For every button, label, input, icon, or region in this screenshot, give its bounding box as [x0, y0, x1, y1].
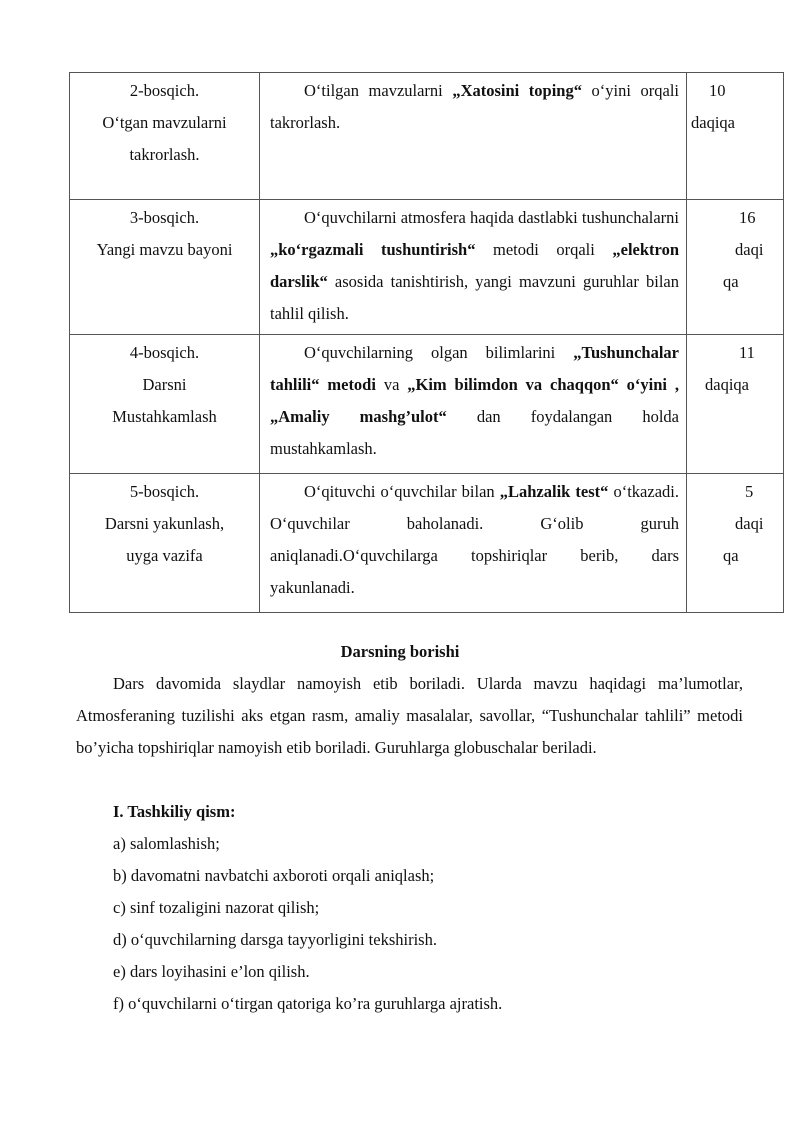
- time-cell: [687, 335, 784, 474]
- list-item: f) o‘quvchilarni o‘tirgan qatoriga ko’ra guruhlarga ajratish.: [113, 994, 503, 1013]
- intro-paragraph: Dars davomida slaydlar namoyish etib boriladi. Ularda mavzu haqidagi ma’lumotlar, Atmosferaning tuzilishi aks etgan rasm, amaliy masalalar, savollar, “Tushunchalar tahlili” metodi bo’yicha topshiriqlar namoyish etib boriladi. Guruhlarga globuschalar beriladi.: [76, 674, 743, 757]
- time-value: 5: [745, 482, 754, 501]
- text-run: O‘quvchilarni atmosfera haqida dastlabki tushunchalarni: [304, 208, 679, 227]
- text-run: O‘tilgan mavzularni: [304, 81, 453, 100]
- time-value: 10: [709, 81, 726, 100]
- table-row: [70, 200, 784, 335]
- time-cell: [687, 474, 784, 613]
- list-item: e) dars loyihasini e’lon qilish.: [113, 962, 310, 981]
- lesson-plan-table: [69, 72, 784, 613]
- text-run: o‘tkazadi. O‘quvchilar baholanadi. G‘olib guruh aniqlanadi.O‘quvchilarga topshiriqlar berib, dars yakunlanadi.: [270, 482, 679, 597]
- time-value: 11: [739, 343, 755, 362]
- stage-desc: uyga vazifa: [126, 546, 203, 565]
- stage-desc: Mustahkamlash: [112, 407, 217, 426]
- time-unit: qa: [723, 546, 739, 565]
- stage-label: 4-bosqich.: [129, 343, 200, 362]
- time-cell: [687, 200, 784, 335]
- text-run: metodi orqali: [475, 240, 613, 259]
- text-run: O‘qituvchi o‘quvchilar bilan: [304, 482, 500, 501]
- list-item: d) o‘quvchilarning darsga tayyorligini tekshirish.: [113, 930, 437, 949]
- bold-text-run: „Lahzalik test“: [499, 482, 609, 501]
- time-value: 16: [739, 208, 756, 227]
- time-cell: [687, 73, 784, 200]
- time-unit: daqiqa: [691, 113, 735, 132]
- stage-cell: [70, 474, 260, 613]
- bold-text-run: „Kim bilimdon va chaqqon“ o‘yini , „Amaliy mashg’ulot“: [270, 375, 679, 426]
- content-cell: [260, 474, 687, 613]
- text-run: o‘yini orqali takrorlash.: [270, 81, 679, 132]
- content-cell: [260, 73, 687, 200]
- bold-text-run: „Xatosini toping“: [452, 81, 582, 100]
- text-run: O‘quvchilarning olgan bilimlarini: [304, 343, 574, 362]
- content-cell: [260, 200, 687, 335]
- bold-text-run: „elektron darslik“: [270, 240, 679, 291]
- list-item: a) salomlashish;: [113, 834, 220, 853]
- bold-text-run: „ko‘rgazmali tushuntirish“: [270, 240, 476, 259]
- stage-label: 5-bosqich.: [129, 482, 200, 501]
- text-run: va: [375, 375, 408, 394]
- content-cell: [260, 335, 687, 474]
- text-run: dan foydalangan holda mustahkamlash.: [270, 407, 680, 458]
- stage-cell: [70, 73, 260, 200]
- org-section-title: I. Tashkiliy qism:: [113, 802, 236, 821]
- table-row: [70, 474, 784, 613]
- stage-label: 2-bosqich.: [129, 81, 200, 100]
- stage-desc: Darsni: [142, 375, 187, 394]
- section-title: Darsning borishi: [340, 642, 460, 661]
- table-row: [70, 335, 784, 474]
- list-item: b) davomatni navbatchi axboroti orqali aniqlash;: [113, 866, 435, 885]
- time-unit: daqi: [735, 514, 764, 533]
- stage-desc: Darsni yakunlash,: [104, 514, 225, 533]
- bold-text-run: „Tushunchalar tahlili“ metodi: [270, 343, 679, 394]
- stage-desc: O‘tgan mavzularni: [102, 113, 227, 132]
- table-row: [70, 73, 784, 200]
- list-item: c) sinf tozaligini nazorat qilish;: [113, 898, 320, 917]
- time-unit: daqiqa: [705, 375, 749, 394]
- text-run: asosida tanishtirish, yangi mavzuni guruhlar bilan tahlil qilish.: [270, 272, 679, 323]
- stage-cell: [70, 200, 260, 335]
- stage-cell: [70, 335, 260, 474]
- time-unit: daqi: [735, 240, 764, 259]
- stage-desc: Yangi mavzu bayoni: [96, 240, 233, 259]
- stage-label: 3-bosqich.: [129, 208, 200, 227]
- time-unit: qa: [723, 272, 739, 291]
- stage-desc: takrorlash.: [129, 145, 200, 164]
